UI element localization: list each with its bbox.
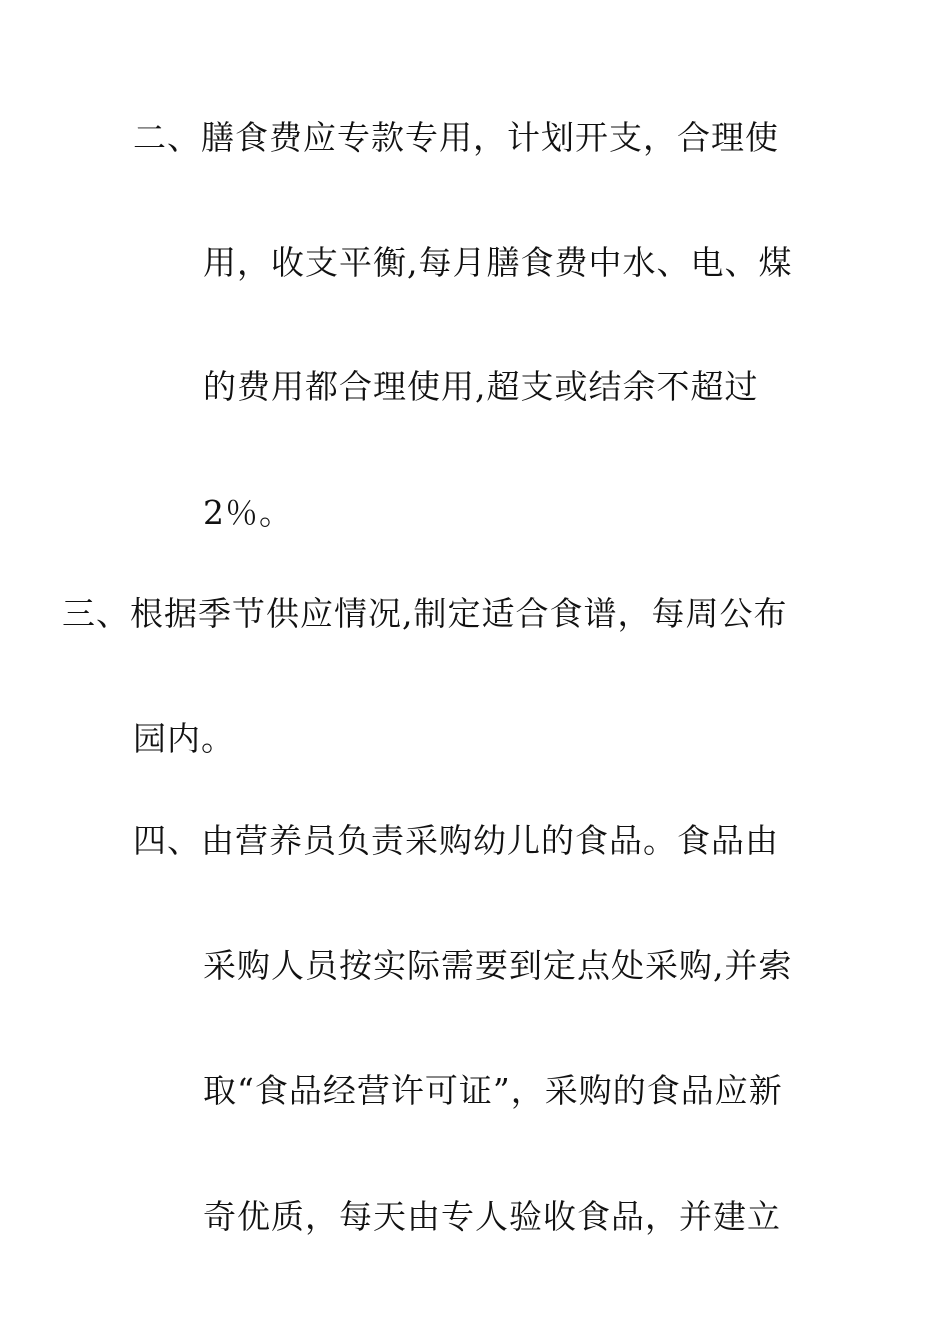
text-line: 奇优质，每天由专人验收食品，并建立 [203,1197,781,1236]
text-line: 取“食品经营许可证”，采购的食品应新 [203,1071,783,1110]
text-line: 园内。 [133,719,235,758]
text-line: 用，收支平衡,每月膳食费中水、电、煤 [203,243,793,282]
text-line: 四、由营养员负责采购幼儿的食品。食品由 [133,821,779,860]
text-line: 二、膳食费应专款专用，计划开支，合理使 [133,118,779,157]
text-line: 三、根据季节供应情况,制定适合食谱，每周公布 [62,594,788,633]
text-line: 的费用都合理使用,超支或结余不超过 [203,367,759,406]
text-line: 2％。 [203,493,293,532]
text-line: 采购人员按实际需要到定点处采购,并索 [203,946,793,985]
